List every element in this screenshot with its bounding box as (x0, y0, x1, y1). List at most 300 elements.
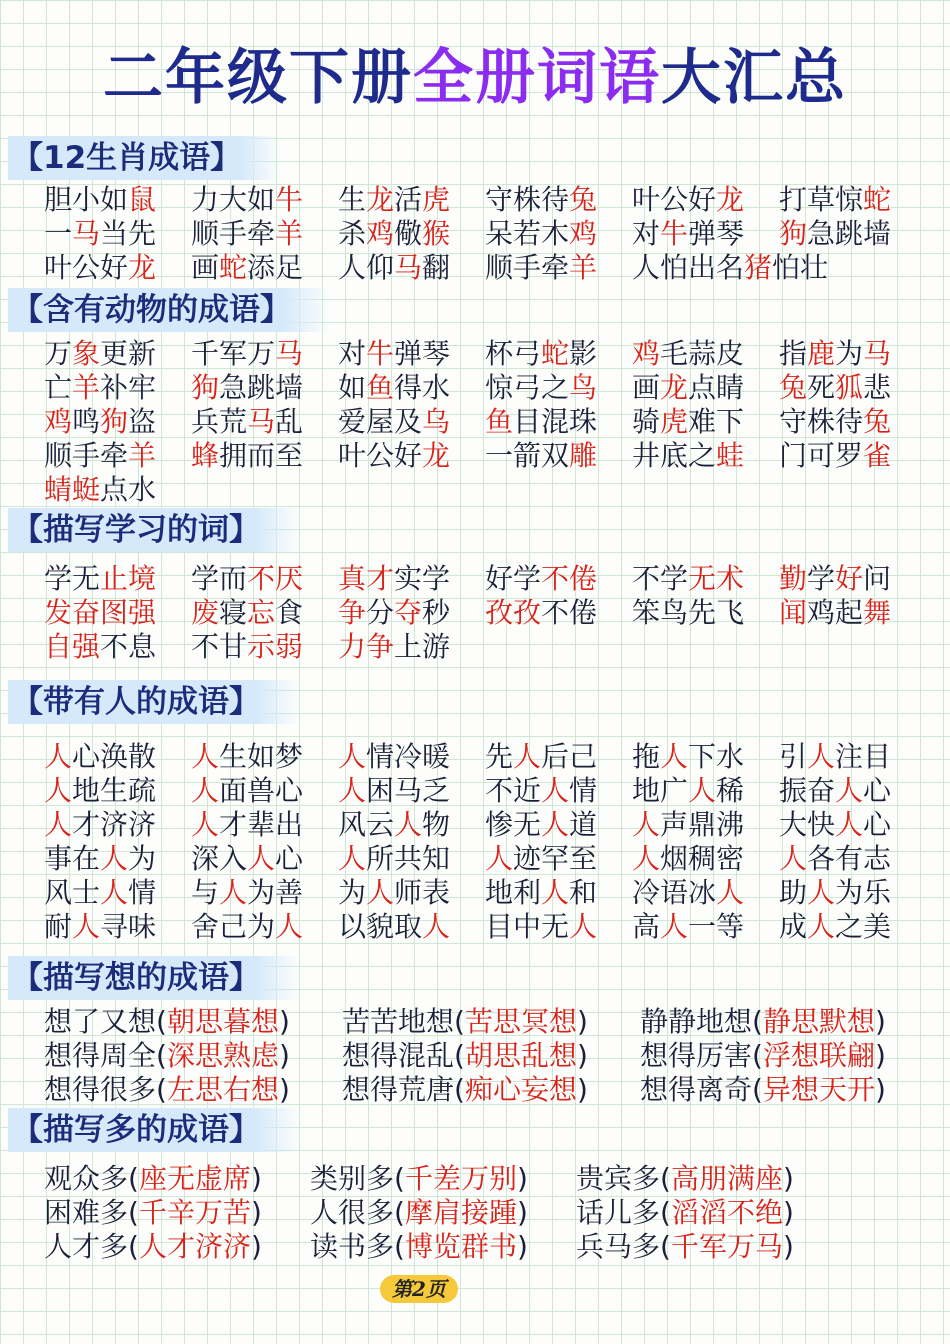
highlighted-char: 人 (485, 842, 514, 875)
idiom-item (342, 1073, 640, 1107)
idiom-text: ) (516, 1196, 528, 1229)
idiom-text: 叶公好 (632, 183, 717, 216)
idiom-text: ) (576, 1073, 588, 1106)
idiom-item (632, 808, 779, 842)
idiom-item (191, 630, 338, 664)
highlighted-char: 人 (807, 740, 836, 773)
idiom-row (44, 217, 926, 251)
idiom-text: 拖 (632, 740, 661, 773)
idiom-item (632, 562, 779, 596)
idiom-item (779, 596, 926, 630)
idiom-item (338, 774, 485, 808)
idiom-row (44, 876, 926, 910)
idiom-item (485, 405, 632, 439)
idiom-text: 心涣散 (72, 740, 157, 773)
idiom-text: 点水 (100, 473, 157, 506)
idiom-text: 为乐 (835, 876, 892, 909)
highlighted-char: 人 (660, 740, 689, 773)
idiom-text: 不近 (485, 774, 542, 807)
idiom-item (779, 439, 926, 473)
highlighted-char: 蜻蜓 (44, 473, 101, 506)
title-part1: 二年级下册 (103, 43, 413, 113)
idiom-text: 儆 (394, 217, 423, 250)
idiom-text: 一箭双 (485, 439, 570, 472)
idiom-text: 想了又想( (44, 1005, 167, 1038)
highlighted-char: 摩肩接踵 (404, 1196, 517, 1229)
idiom-text: 画 (191, 251, 220, 284)
idiom-text: 物 (422, 808, 451, 841)
idiom-text: 不息 (100, 630, 157, 663)
idiom-text: 食 (275, 596, 304, 629)
highlighted-char: 羊 (128, 439, 157, 472)
idiom-text: 想得很多( (44, 1073, 167, 1106)
idiom-text: 地生疏 (72, 774, 157, 807)
idiom-text: 呆若木 (485, 217, 570, 250)
idiom-item (485, 183, 632, 217)
idiom-item (44, 371, 191, 405)
idiom-item (576, 1230, 846, 1264)
idiom-item (191, 405, 338, 439)
highlighted-char: 人 (632, 808, 661, 841)
highlighted-char: 龙 (128, 251, 157, 284)
idiom-text: 不倦 (541, 596, 598, 629)
highlighted-char: 鸡 (44, 405, 73, 438)
highlighted-char: 座无虚席 (138, 1162, 251, 1195)
idiom-text: ) (576, 1039, 588, 1072)
highlighted-char: 自强 (44, 630, 101, 663)
idiom-row (44, 1005, 910, 1039)
highlighted-char: 人 (338, 842, 367, 875)
highlighted-char: 废 (191, 596, 220, 629)
idiom-text: 想得荒唐( (342, 1073, 465, 1106)
highlighted-char: 不倦 (541, 562, 598, 595)
idiom-text: 读书多( (310, 1230, 405, 1263)
idiom-text: 打草惊 (779, 183, 864, 216)
idiom-text: 力大如 (191, 183, 276, 216)
idiom-text: ) (250, 1162, 262, 1195)
highlighted-char: 千差万别 (404, 1162, 517, 1195)
idiom-item (485, 217, 632, 251)
idiom-item (779, 183, 926, 217)
idiom-item (485, 740, 632, 774)
highlighted-char: 人 (688, 774, 717, 807)
highlighted-char: 人 (541, 876, 570, 909)
idiom-text: 各有志 (807, 842, 892, 875)
highlighted-char: 狗 (779, 217, 808, 250)
idiom-text: 万 (44, 337, 73, 370)
highlighted-char: 人 (716, 876, 745, 909)
idiom-text: 人很多( (310, 1196, 405, 1229)
highlighted-char: 羊 (275, 217, 304, 250)
idiom-item (338, 596, 485, 630)
idiom-text: 注目 (835, 740, 892, 773)
idiom-item (310, 1162, 576, 1196)
idiom-row (44, 371, 926, 405)
highlighted-char: 人 (394, 808, 423, 841)
highlighted-char: 马 (72, 217, 101, 250)
idiom-text: 冷语冰 (632, 876, 717, 909)
idiom-item (44, 876, 191, 910)
idiom-item (485, 251, 632, 285)
idiom-text: ) (278, 1073, 290, 1106)
highlighted-char: 痴心妄想 (464, 1073, 577, 1106)
idiom-item (191, 876, 338, 910)
highlighted-char: 人 (541, 808, 570, 841)
idiom-item (779, 217, 926, 251)
section-grid-zodiac (44, 183, 926, 285)
idiom-text: 守株待 (485, 183, 570, 216)
idiom-text: 点睛 (688, 371, 745, 404)
idiom-text: 不学 (632, 562, 689, 595)
idiom-text: 事在 (44, 842, 101, 875)
idiom-item (342, 1039, 640, 1073)
idiom-text: 大快 (779, 808, 836, 841)
idiom-text: 高 (632, 910, 661, 943)
idiom-text: ) (874, 1073, 886, 1106)
idiom-row (44, 774, 926, 808)
idiom-text: 问 (863, 562, 892, 595)
idiom-text: 学无 (44, 562, 101, 595)
idiom-text: 对 (632, 217, 661, 250)
highlighted-char: 高朋满座 (670, 1162, 783, 1195)
highlighted-char: 狐 (835, 371, 864, 404)
idiom-item (338, 251, 485, 285)
highlighted-char: 羊 (569, 251, 598, 284)
idiom-text: 实学 (394, 562, 451, 595)
idiom-item (632, 405, 779, 439)
idiom-text: 之美 (835, 910, 892, 943)
highlighted-char: 力争 (338, 630, 395, 663)
idiom-text: 困难多( (44, 1196, 139, 1229)
idiom-text: 杀 (338, 217, 367, 250)
idiom-item (44, 1230, 310, 1264)
idiom-row (44, 842, 926, 876)
highlighted-char: 牛 (660, 217, 689, 250)
idiom-text: 当先 (100, 217, 157, 250)
idiom-row (44, 473, 926, 507)
highlighted-char: 真才 (338, 562, 395, 595)
section-header-study: 【描写学习的词】 (8, 508, 300, 552)
idiom-text: 所共知 (366, 842, 451, 875)
idiom-text: 情冷暖 (366, 740, 451, 773)
idiom-text: ) (782, 1162, 794, 1195)
idiom-text: 生如梦 (219, 740, 304, 773)
highlighted-char: 人 (44, 774, 73, 807)
highlighted-char: 人 (44, 740, 73, 773)
highlighted-char: 牛 (275, 183, 304, 216)
idiom-text: 人仰 (338, 251, 395, 284)
highlighted-char: 千辛万苦 (138, 1196, 251, 1229)
idiom-item (338, 808, 485, 842)
idiom-item (485, 562, 632, 596)
idiom-item (779, 910, 926, 944)
idiom-text: 难下 (688, 405, 745, 438)
idiom-row (44, 1230, 846, 1264)
highlighted-char: 蛇 (541, 337, 570, 370)
highlighted-char: 人 (44, 808, 73, 841)
section-header-zodiac: 【12生肖成语】 (8, 136, 281, 180)
idiom-text: 胆小如 (44, 183, 129, 216)
idiom-item (338, 910, 485, 944)
idiom-text: 怕壮 (772, 251, 829, 284)
idiom-text: 死 (807, 371, 836, 404)
highlighted-char: 人 (835, 808, 864, 841)
idiom-item (779, 876, 926, 910)
idiom-text: 迹罕至 (513, 842, 598, 875)
idiom-text: 想得厉害( (640, 1039, 763, 1072)
highlighted-char: 鸡 (632, 337, 661, 370)
section-grid-people (44, 740, 926, 944)
idiom-text: 叶公好 (44, 251, 129, 284)
highlighted-char: 蛇 (863, 183, 892, 216)
section-grid-many (44, 1162, 846, 1264)
highlighted-char: 不厌 (247, 562, 304, 595)
idiom-text: 学 (807, 562, 836, 595)
idiom-text: 秒 (422, 596, 451, 629)
idiom-text: 惊弓之 (485, 371, 570, 404)
idiom-item (310, 1230, 576, 1264)
idiom-text: 寝 (219, 596, 248, 629)
idiom-text: 贵宾多( (576, 1162, 671, 1195)
highlighted-char: 人才济济 (138, 1230, 251, 1263)
section-header-thinking: 【描写想的成语】 (8, 956, 300, 1000)
idiom-item (338, 876, 485, 910)
idiom-text: 心 (863, 774, 892, 807)
idiom-text: 才济济 (72, 808, 157, 841)
idiom-item (191, 562, 338, 596)
highlighted-char: 争 (338, 596, 367, 629)
idiom-item (338, 371, 485, 405)
idiom-text: 不甘 (191, 630, 248, 663)
idiom-item (338, 405, 485, 439)
idiom-text: 井底之 (632, 439, 717, 472)
idiom-item (338, 630, 485, 664)
highlighted-char: 龙 (422, 439, 451, 472)
idiom-text: 亡 (44, 371, 73, 404)
idiom-row (44, 1039, 910, 1073)
idiom-item (485, 876, 632, 910)
highlighted-char: 无术 (688, 562, 745, 595)
idiom-text: 好学 (485, 562, 542, 595)
idiom-item (485, 910, 632, 944)
idiom-item (44, 337, 191, 371)
highlighted-char: 鸟 (569, 371, 598, 404)
highlighted-char: 人 (807, 910, 836, 943)
highlighted-char: 虎 (660, 405, 689, 438)
idiom-item (779, 774, 926, 808)
idiom-text: 爱屋及 (338, 405, 423, 438)
idiom-text: 指 (779, 337, 808, 370)
idiom-text: 心 (275, 842, 304, 875)
highlighted-char: 猴 (422, 217, 451, 250)
idiom-text: ) (250, 1196, 262, 1229)
highlighted-char: 雕 (569, 439, 598, 472)
idiom-item (338, 217, 485, 251)
idiom-text: 为 (338, 876, 367, 909)
idiom-text: 静静地想( (640, 1005, 763, 1038)
highlighted-char: 马 (275, 337, 304, 370)
idiom-text: ) (516, 1162, 528, 1195)
highlighted-char: 猪 (744, 251, 773, 284)
idiom-text: 活 (394, 183, 423, 216)
highlighted-char: 夺 (394, 596, 423, 629)
highlighted-char: 人 (191, 774, 220, 807)
idiom-item (191, 251, 338, 285)
title-part3: 大汇总 (661, 43, 847, 113)
idiom-text: 学而 (191, 562, 248, 595)
idiom-item (44, 842, 191, 876)
highlighted-char: 狗 (100, 405, 129, 438)
idiom-item (44, 405, 191, 439)
idiom-item (779, 337, 926, 371)
highlighted-char: 狗 (191, 371, 220, 404)
idiom-row (44, 910, 926, 944)
idiom-text: 为善 (247, 876, 304, 909)
idiom-item (485, 842, 632, 876)
section-grid-animals (44, 337, 926, 507)
idiom-text: 急跳墙 (219, 371, 304, 404)
page-title (0, 38, 950, 118)
highlighted-char: 胡思乱想 (464, 1039, 577, 1072)
idiom-text: ) (576, 1005, 588, 1038)
highlighted-char: 人 (338, 740, 367, 773)
idiom-item (44, 1196, 310, 1230)
idiom-text: 画 (632, 371, 661, 404)
highlighted-char: 鸡 (569, 217, 598, 250)
idiom-text: ) (278, 1005, 290, 1038)
idiom-item (779, 740, 926, 774)
idiom-text: 盗 (128, 405, 157, 438)
idiom-item (44, 1005, 342, 1039)
idiom-text: 叶公好 (338, 439, 423, 472)
idiom-text: ) (874, 1005, 886, 1038)
idiom-text: 鸣 (72, 405, 101, 438)
idiom-text: 为 (128, 842, 157, 875)
idiom-text: 杯弓 (485, 337, 542, 370)
idiom-text: ) (782, 1230, 794, 1263)
idiom-text: 后己 (541, 740, 598, 773)
highlighted-char: 人 (275, 910, 304, 943)
idiom-item (779, 405, 926, 439)
idiom-item (338, 439, 485, 473)
highlighted-char: 虎 (422, 183, 451, 216)
idiom-item (640, 1073, 910, 1107)
idiom-item (44, 1162, 310, 1196)
idiom-item (779, 842, 926, 876)
idiom-item (779, 562, 926, 596)
idiom-text: 引 (779, 740, 808, 773)
idiom-text: 情 (128, 876, 157, 909)
highlighted-char: 勤 (779, 562, 808, 595)
idiom-item (191, 183, 338, 217)
idiom-text: 人怕出名 (632, 251, 745, 284)
highlighted-char: 发奋图强 (44, 596, 157, 629)
idiom-item (485, 371, 632, 405)
idiom-item (191, 910, 338, 944)
idiom-text: 急跳墙 (807, 217, 892, 250)
highlighted-char: 蛇 (219, 251, 248, 284)
idiom-text: 困马乏 (366, 774, 451, 807)
idiom-text: 声鼎沸 (660, 808, 745, 841)
idiom-item (342, 1005, 640, 1039)
idiom-row (44, 405, 926, 439)
idiom-text: 稀 (716, 774, 745, 807)
idiom-item (44, 473, 191, 507)
idiom-text: 弹琴 (394, 337, 451, 370)
highlighted-char: 好 (835, 562, 864, 595)
idiom-text: 与 (191, 876, 220, 909)
idiom-item (44, 740, 191, 774)
idiom-item (632, 842, 779, 876)
idiom-item (485, 774, 632, 808)
idiom-text: 得水 (394, 371, 451, 404)
idiom-item (632, 439, 779, 473)
idiom-text: 顺手牵 (485, 251, 570, 284)
section-header-many: 【描写多的成语】 (8, 1108, 300, 1152)
idiom-text: 翻 (422, 251, 451, 284)
section-header-animals: 【含有动物的成语】 (8, 288, 331, 332)
idiom-item (576, 1196, 846, 1230)
highlighted-char: 人 (100, 876, 129, 909)
highlighted-char: 马 (863, 337, 892, 370)
idiom-item (44, 808, 191, 842)
idiom-item (632, 337, 779, 371)
idiom-item (191, 337, 338, 371)
highlighted-char: 博览群书 (404, 1230, 517, 1263)
idiom-text: 观众多( (44, 1162, 139, 1195)
highlighted-char: 蜂 (191, 439, 220, 472)
highlighted-char: 人 (807, 876, 836, 909)
idiom-item (44, 596, 191, 630)
idiom-text: ) (250, 1230, 262, 1263)
highlighted-char: 人 (779, 842, 808, 875)
section-header-people: 【带有人的成语】 (8, 680, 300, 724)
idiom-text: 舍己为 (191, 910, 276, 943)
idiom-item (191, 774, 338, 808)
idiom-item (44, 1039, 342, 1073)
idiom-text: 分 (366, 596, 395, 629)
highlighted-char: 舞 (863, 596, 892, 629)
idiom-item (44, 183, 191, 217)
highlighted-char: 人 (632, 842, 661, 875)
idiom-text: 以貌取 (338, 910, 423, 943)
idiom-text: 门可罗 (779, 439, 864, 472)
idiom-item (338, 562, 485, 596)
idiom-text: 想得混乱( (342, 1039, 465, 1072)
idiom-text: 悲 (863, 371, 892, 404)
idiom-item (632, 371, 779, 405)
idiom-text: ) (782, 1196, 794, 1229)
idiom-text: 面兽心 (219, 774, 304, 807)
idiom-item (632, 251, 829, 285)
highlighted-char: 鱼 (485, 405, 514, 438)
section-grid-thinking (44, 1005, 910, 1107)
idiom-text: 助 (779, 876, 808, 909)
idiom-item (44, 217, 191, 251)
idiom-item (310, 1196, 576, 1230)
idiom-text: 目中无 (485, 910, 570, 943)
idiom-text: 上游 (394, 630, 451, 663)
idiom-item (485, 596, 632, 630)
idiom-item (44, 439, 191, 473)
idiom-text: 苦苦地想( (342, 1005, 465, 1038)
idiom-text: 深入 (191, 842, 248, 875)
highlighted-char: 朝思暮想 (166, 1005, 279, 1038)
idiom-row (44, 251, 926, 285)
idiom-item (338, 183, 485, 217)
idiom-item (191, 842, 338, 876)
idiom-item (44, 251, 191, 285)
